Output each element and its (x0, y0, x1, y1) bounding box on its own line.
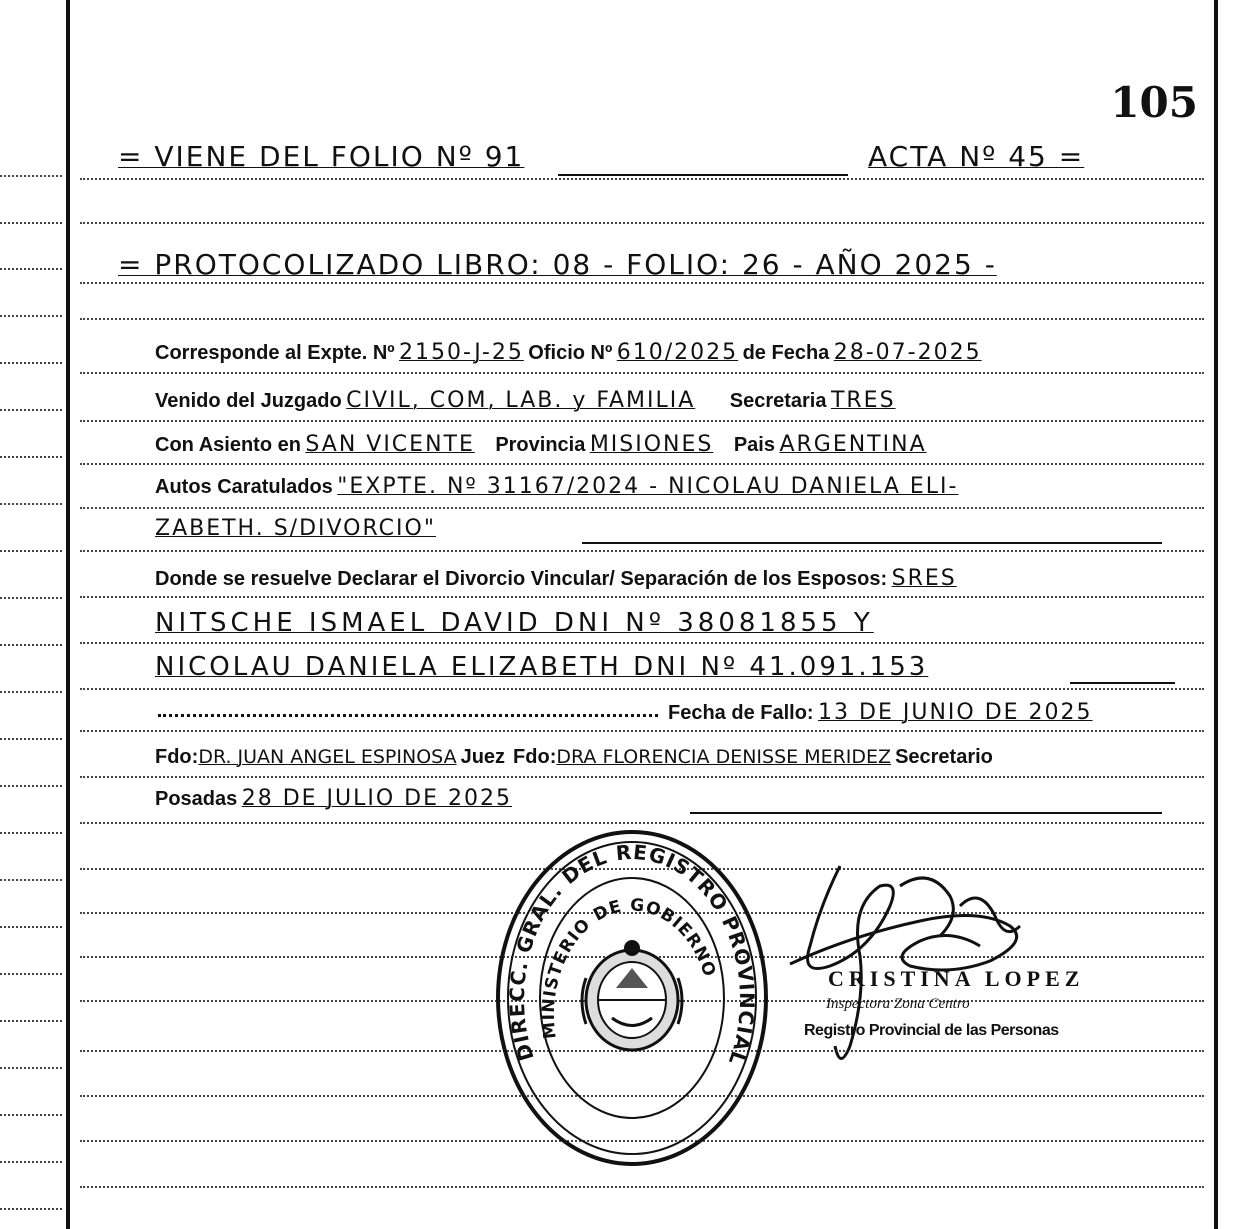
official-seal (494, 828, 770, 1168)
label-secretaria: Secretaria (729, 390, 827, 412)
label-juez: Juez (460, 746, 506, 768)
row-expte (155, 340, 982, 365)
label-posadas: Posadas (155, 788, 238, 810)
juez-name: DR. JUAN ANGEL ESPINOSA (198, 746, 457, 768)
provincia-value: MISIONES (589, 432, 714, 457)
autos-cont-value: ZABETH. S/DIVORCIO" (155, 516, 436, 541)
right-margin-line (1214, 0, 1218, 1229)
esposo-1: NITSCHE ISMAEL DAVID DNI Nº 38081855 Y (155, 608, 874, 638)
autos-value: "EXPTE. Nº 31167/2024 - NICOLAU DANIELA ELI- (337, 474, 959, 499)
fecha-fallo-dots (158, 714, 658, 717)
handwritten-signature (780, 846, 1080, 1076)
label-fecha-fallo: Fecha de Fallo: (668, 702, 814, 724)
signer-role: Inspectora Zona Centro (826, 996, 970, 1012)
fecha-fallo-value: 13 DE JUNIO DE 2025 (818, 700, 1093, 725)
label-autos: Autos Caratulados (155, 476, 333, 498)
row-autos-cont (155, 516, 436, 541)
row-posadas (155, 786, 512, 811)
row-fecha-fallo (668, 700, 1093, 725)
secretaria-value: TRES (830, 388, 896, 413)
seal-outer-text: DIRECC. GRAL. DEL REGISTRO PROVINCIAL (504, 839, 760, 1069)
signature-block (780, 846, 1085, 1076)
acta-number: ACTA Nº 45 = (868, 140, 1085, 173)
row-juzgado (155, 388, 896, 413)
asiento-value: SAN VICENTE (305, 432, 475, 457)
label-asiento: Con Asiento en (155, 434, 301, 456)
esposo-2: NICOLAU DANIELA ELIZABETH DNI Nº 41.091.153 (155, 652, 929, 682)
label-juzgado: Venido del Juzgado (155, 390, 342, 412)
pais-value: ARGENTINA (779, 432, 927, 457)
secretario-name: DRA FLORENCIA DENISSE MERIDEZ (556, 746, 892, 768)
header-underline (558, 174, 848, 176)
label-secretario: Secretario (895, 746, 993, 768)
row-autos (155, 474, 958, 499)
label-fecha: de Fecha (742, 342, 830, 364)
signer-office: Registro Provincial de las Personas (804, 1022, 1059, 1039)
label-fdo-1: Fdo: (155, 746, 199, 768)
posadas-underline (690, 812, 1162, 814)
juzgado-value: CIVIL, COM, LAB. y FAMILIA (346, 388, 696, 413)
label-fdo-2: Fdo: (513, 746, 557, 768)
row-firmantes (155, 746, 993, 769)
esposos-prefix: SRES (891, 566, 957, 591)
label-provincia: Provincia (495, 434, 586, 456)
expte-value: 2150-J-25 (399, 340, 524, 365)
folio-number: 105 (1110, 78, 1198, 127)
fecha-value: 28-07-2025 (833, 340, 982, 365)
row-asiento (155, 432, 927, 457)
autos-end-underline (582, 542, 1162, 544)
label-pais: Pais (733, 434, 775, 456)
row-resuelve (155, 566, 957, 591)
seal-graphic (494, 828, 770, 1168)
label-expte: Corresponde al Expte. Nº (155, 342, 395, 364)
left-margin-line (66, 0, 70, 1229)
esposo-2-underline (1070, 682, 1175, 684)
label-oficio: Oficio Nº (528, 342, 613, 364)
seal-inner-text: MINISTERIO DE GOBIERNO (538, 895, 720, 1040)
signer-name: CRISTINA LOPEZ (828, 966, 1085, 991)
posadas-fecha: 28 DE JULIO DE 2025 (241, 786, 513, 811)
coat-of-arms-icon (582, 940, 682, 1050)
oficio-value: 610/2025 (616, 340, 739, 365)
viene-del-folio: = VIENE DEL FOLIO Nº 91 (118, 140, 525, 173)
protocolizado-line: = PROTOCOLIZADO LIBRO: 08 - FOLIO: 26 - AÑO 2025 - (118, 248, 997, 281)
label-resuelve: Donde se resuelve Declarar el Divorcio Vincular/ Separación de los Esposos: (155, 568, 888, 590)
